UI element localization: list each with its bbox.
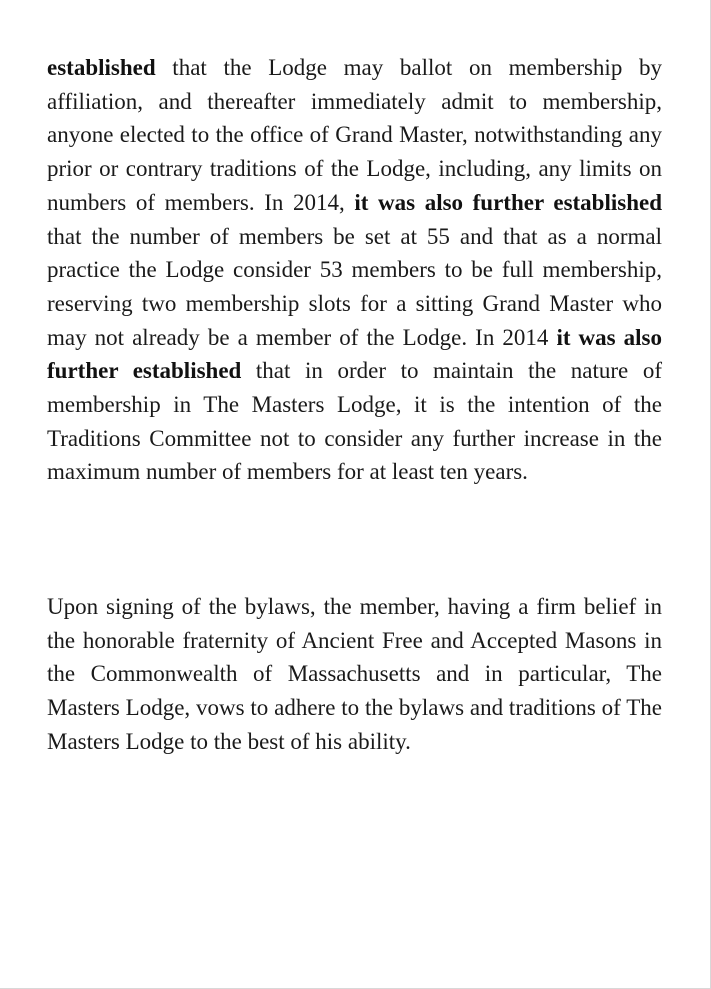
bold-phrase: it was also further established xyxy=(47,324,662,384)
paragraph-text: Upon signing of the bylaws, the member, having a firm belief in the honorable fraternity of Ancient Free and Accepted Masons in the Commonwealth of Massachusetts and in particular, The Masters Lodge, vows to adhere to the bylaws and traditions of The Masters Lodge to the best of his ability. xyxy=(47,594,662,754)
paragraph-vow xyxy=(47,590,662,759)
paragraph-traditions xyxy=(47,51,662,489)
bold-phrase: it was also further established xyxy=(354,189,662,215)
paragraph-text: that in order to maintain the nature of membership in The Masters Lodge, it is the intention of the Traditions Committee not to consider any further increase in the maximum number of members for at least ten years. xyxy=(47,358,662,485)
bold-phrase: established xyxy=(47,55,156,80)
paragraph-text: that the Lodge may ballot on membership by affiliation, and thereafter immediately admit to membership, anyone elected to the office of Grand Master, notwithstanding any prior or contrary traditions of the Lodge, including, any limits on numbers of members. In 2014, xyxy=(47,55,662,215)
paragraph-text: that the number of members be set at 55 and that as a normal practice the Lodge consider 53 members to be full membership, reserving two membership slots for a sitting Grand Master who may not already be a member of the Lodge. In 2014 xyxy=(47,223,662,350)
